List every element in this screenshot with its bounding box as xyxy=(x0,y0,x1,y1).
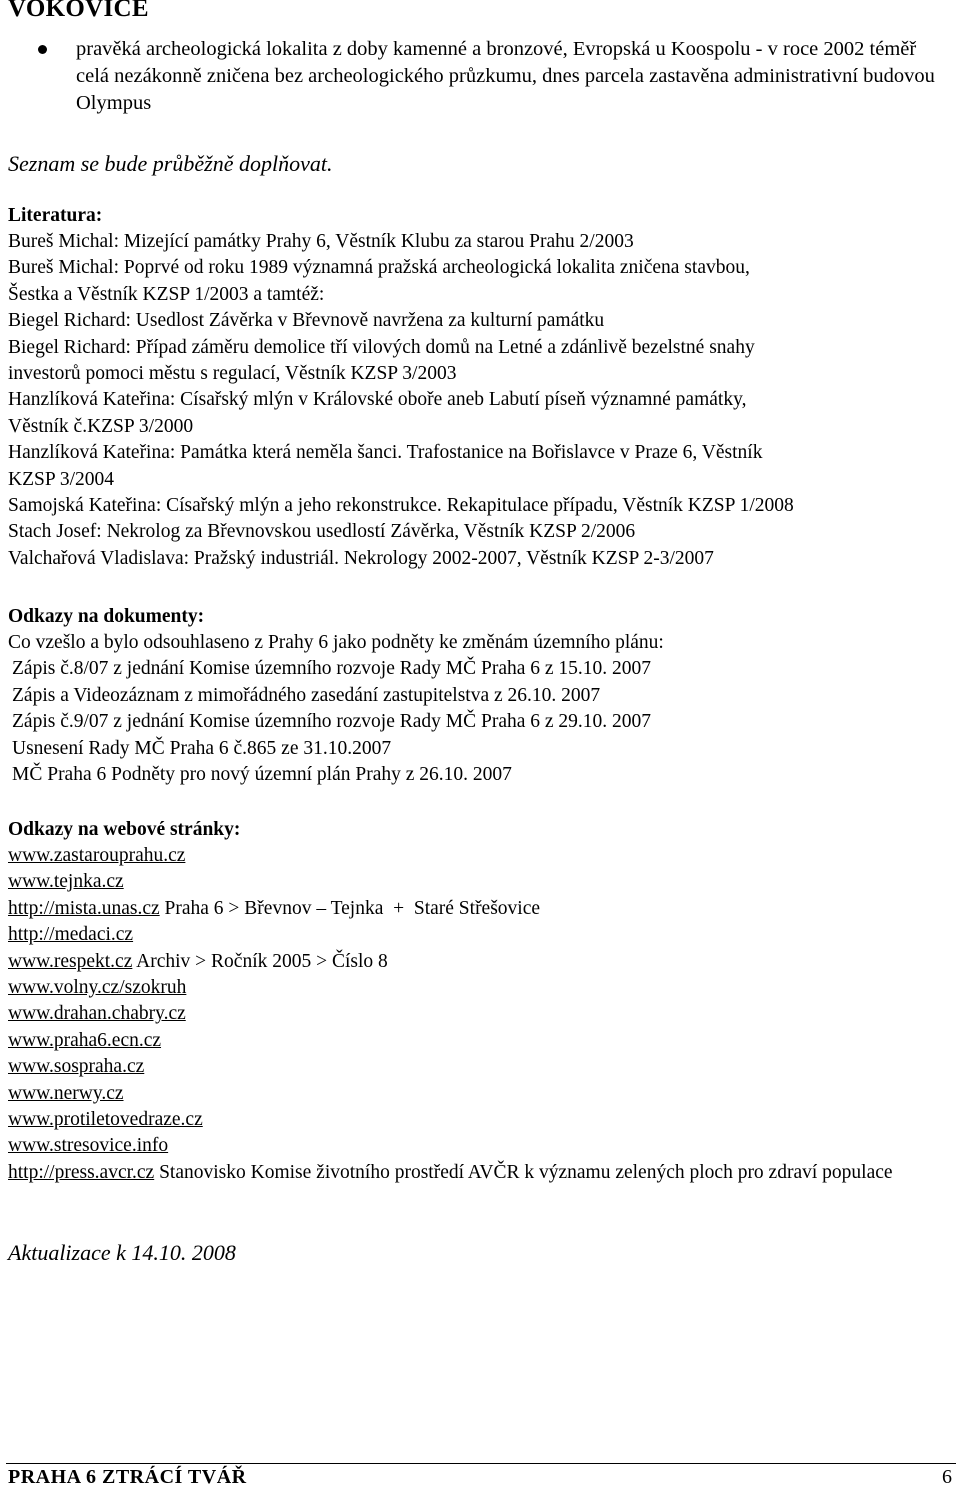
literature-line: Bureš Michal: Mizející památky Prahy 6, Věstník Klubu za starou Prahu 2/2003 xyxy=(8,231,634,252)
web-link-row xyxy=(8,1001,948,1027)
documents-intro: Co vzešlo a bylo odsouhlaseno z Prahy 6 jako podněty ke změnám územního plánu: xyxy=(8,632,664,653)
page-title: VOKOVICE xyxy=(8,0,149,22)
web-link[interactable]: www.praha6.ecn.cz xyxy=(8,1029,162,1051)
literature-list xyxy=(8,229,948,572)
document-link[interactable]: Zápis č.9/07 z jednání Komise územního rozvoje Rady MČ Praha 6 z 29.10. 2007 xyxy=(12,711,652,733)
note-text: Seznam se bude průběžně doplňovat. xyxy=(8,151,333,176)
web-link[interactable]: http://mista.unas.cz xyxy=(8,897,160,919)
web-link-description: Stanovisko Komise životního prostředí AVČR k významu zelených ploch pro zdraví populace xyxy=(154,1161,893,1183)
web-link-row xyxy=(8,896,948,922)
literature-line: Věstník č.KZSP 3/2000 xyxy=(8,415,194,437)
web-link-description: Praha 6 > Břevnov – Tejnka + Staré Střešovice xyxy=(159,897,541,919)
document-link[interactable]: Zápis a Videozáznam z mimořádného zasedání zastupitelstva z 26.10. 2007 xyxy=(12,684,601,706)
web-link-row xyxy=(8,1107,948,1133)
page-number: 6 xyxy=(942,1466,952,1488)
literature-line: Biegel Richard: Usedlost Závěrka v Břevnově navržena za kulturní památku xyxy=(8,310,605,332)
literature-line: Hanzlíková Kateřina: Císařský mlýn v Královské oboře aneb Labutí píseň významné památky, xyxy=(8,389,747,411)
web-link-row xyxy=(8,1160,948,1186)
document-link[interactable]: MČ Praha 6 Podněty pro nový územní plán Prahy z 26.10. 2007 xyxy=(12,764,512,786)
literature-line: Šestka a Věstník KZSP 1/2003 a tamtéž: xyxy=(8,283,325,305)
bullet-text: pravěká archeologická lokalita z doby kamenné a bronzové, Evropská u Koospolu - v roce 2002 téměř celá nezákonně zničena bez archeologického průzkumu, dnes parcela zastavěna administrativní budovou Olympus xyxy=(76,38,935,114)
footer-divider xyxy=(6,1463,956,1464)
documents-heading: Odkazy na dokumenty: xyxy=(8,606,205,627)
web-link-row xyxy=(8,1028,948,1054)
document-link[interactable]: Zápis č.8/07 z jednání Komise územního rozvoje Rady MČ Praha 6 z 15.10. 2007 xyxy=(12,658,652,680)
literature-line: Bureš Michal: Poprvé od roku 1989 významná pražská archeologická lokalita zničena stavbou, xyxy=(8,257,750,279)
web-link[interactable]: www.protiletovedraze.cz xyxy=(8,1109,203,1131)
web-link[interactable]: http://press.avcr.cz xyxy=(8,1161,155,1183)
literature-section xyxy=(8,203,948,572)
literature-heading: Literatura: xyxy=(8,205,103,226)
literature-line: Biegel Richard: Případ záměru demolice tří vilových domů na Letné a zdánlivě bezelstné snahy xyxy=(8,336,755,358)
web-link[interactable]: http://medaci.cz xyxy=(8,924,134,946)
web-link-row xyxy=(8,1054,948,1080)
web-link[interactable]: www.sospraha.cz xyxy=(8,1056,145,1078)
web-link-row xyxy=(8,1081,948,1107)
web-link-row xyxy=(8,869,948,895)
literature-line: Samojská Kateřina: Císařský mlýn a jeho rekonstrukce. Rekapitulace případu, Věstník KZSP 1/2008 xyxy=(8,495,794,517)
web-link-description: Archiv > Ročník 2005 > Číslo 8 xyxy=(132,950,388,972)
bullet-list xyxy=(0,36,960,117)
web-link[interactable]: www.stresovice.info xyxy=(8,1135,169,1157)
web-section xyxy=(8,817,948,1186)
web-link[interactable]: www.volny.cz/szokruh xyxy=(8,977,187,999)
documents-list xyxy=(8,656,948,788)
web-link[interactable]: www.tejnka.cz xyxy=(8,871,124,893)
web-link-row xyxy=(8,922,948,948)
bullet-item xyxy=(0,36,960,117)
footer-title: PRAHA 6 ZTRÁCÍ TVÁŘ xyxy=(8,1466,247,1488)
literature-line: Stach Josef: Nekrolog za Břevnovskou usedlostí Závěrka, Věstník KZSP 2/2006 xyxy=(8,521,636,543)
literature-line: Valchařová Vladislava: Pražský industriál. Nekrology 2002-2007, Věstník KZSP 2-3/2007 xyxy=(8,547,714,569)
web-link-row xyxy=(8,975,948,1001)
document-link[interactable]: Usnesení Rady MČ Praha 6 č.865 ze 31.10.2007 xyxy=(12,737,392,759)
web-link[interactable]: www.zastarouprahu.cz xyxy=(8,845,186,866)
bullet-icon xyxy=(38,45,47,54)
web-link[interactable]: www.nerwy.cz xyxy=(8,1082,124,1104)
documents-section xyxy=(8,604,948,788)
web-link-row xyxy=(8,843,948,869)
literature-line: Hanzlíková Kateřina: Památka která neměla šanci. Trafostanice na Bořislavce v Praze 6, Věstník xyxy=(8,442,763,464)
web-link-row xyxy=(8,1133,948,1159)
web-link[interactable]: www.drahan.chabry.cz xyxy=(8,1003,186,1025)
update-date: Aktualizace k 14.10. 2008 xyxy=(8,1240,236,1265)
literature-line: investorů pomoci městu s regulací, Věstník KZSP 3/2003 xyxy=(8,363,457,385)
web-link-row xyxy=(8,949,948,975)
web-heading: Odkazy na webové stránky: xyxy=(8,819,241,840)
web-links-list xyxy=(8,843,948,1186)
literature-line: KZSP 3/2004 xyxy=(8,468,115,490)
web-link[interactable]: www.respekt.cz xyxy=(8,950,133,972)
